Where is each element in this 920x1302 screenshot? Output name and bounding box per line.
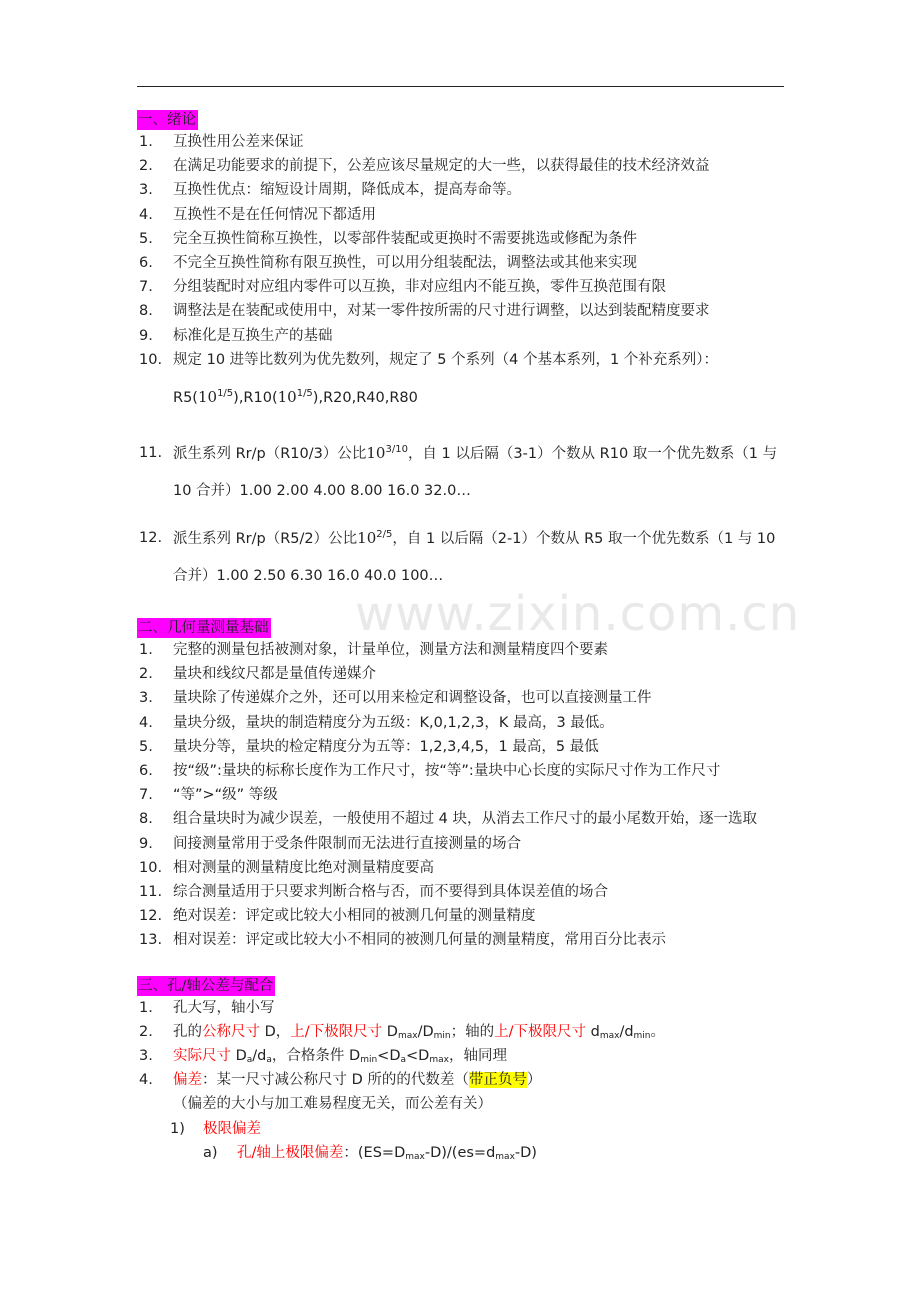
subscript: max: [405, 1151, 425, 1162]
item-text: ，合格条件 D: [271, 1048, 361, 1065]
item-text: 派生系列 Rr/p（R10/3）公比: [173, 446, 367, 463]
document-body: [137, 109, 784, 1165]
sub-sub-item: [137, 1141, 784, 1165]
item-number: 12.: [139, 908, 163, 925]
item-text: 量块和线纹尺都是量值传递媒介: [173, 666, 376, 683]
section-list: [137, 130, 784, 348]
term-red: 实际尺寸: [173, 1048, 231, 1065]
item-number: 3.: [139, 182, 153, 199]
note-content: （偏差的大小与加工难易程度无关，而公差有关）: [173, 1096, 492, 1113]
item-text: ，自 1 以后隔（2-1）个数从 R5 取一个优先数系（1 与 10 合并）1.00 2.50 6.30 16.0 40.0 100…: [173, 531, 776, 585]
item-number: a): [203, 1144, 218, 1161]
item-text: 完整的测量包括被测对象，计量单位，测量方法和测量精度四个要素: [173, 642, 608, 659]
math-base: 10: [366, 444, 386, 463]
sub-item: [137, 1117, 784, 1141]
item-number: 2.: [139, 1023, 153, 1040]
item-number: 11.: [139, 445, 163, 462]
item-text: 相对测量的测量精度比绝对测量精度要高: [173, 859, 434, 876]
item-number: 1): [170, 1120, 185, 1137]
section-heading: 二、几何量测量基础: [138, 620, 269, 637]
item-number: 1.: [139, 134, 153, 150]
item-text: D: [382, 1023, 398, 1040]
item-text: 不完全互换性简称有限互换性，可以用分组装配法，调整法或其他来实现: [173, 255, 637, 272]
item-text: 在满足功能要求的前提下，公差应该尽量规定的大一些，以获得最佳的技术经济效益: [173, 158, 710, 175]
item-text: d: [586, 1023, 600, 1040]
item-number: 7.: [139, 279, 153, 296]
list-item: [137, 662, 784, 686]
math-base: 10: [357, 529, 377, 548]
item-number: 11.: [139, 884, 163, 901]
item-text: <D: [406, 1048, 430, 1065]
note-text: [137, 1092, 784, 1116]
subscript: a: [246, 1055, 253, 1066]
item-text: 调整法是在装配或使用中，对某一零件按所需的尺寸进行调整，以达到装配精度要求: [173, 303, 710, 320]
item-text: 按“级”:量块的标称长度作为工作尺寸，按“等”:量块中心长度的实际尺寸作为工作尺寸: [173, 763, 721, 780]
section-tolerance: [137, 975, 784, 1165]
list-item: [137, 275, 784, 299]
item-number: 2.: [139, 666, 153, 683]
item-text: ),R20,R40,R80: [312, 390, 418, 407]
subscript: min: [433, 1030, 451, 1041]
subscript: a: [400, 1055, 407, 1066]
item-text: 间接测量常用于受条件限制而无法进行直接测量的场合: [173, 835, 521, 852]
section-intro: [137, 109, 784, 595]
highlight-text: 带正负号: [468, 1072, 527, 1089]
list-item: [137, 996, 784, 1020]
item-number: 10.: [139, 859, 163, 876]
item-text: 。: [650, 1023, 666, 1040]
list-item: [137, 638, 784, 662]
subscript: min: [633, 1030, 651, 1041]
item-number: 4.: [139, 714, 153, 731]
item-number: 2.: [139, 158, 153, 175]
list-item: [137, 856, 784, 880]
list-item: [137, 299, 784, 323]
item-text: ),R10(: [233, 390, 278, 407]
item-text: D: [231, 1048, 247, 1065]
item-text: 孔大写，轴小写: [173, 999, 275, 1016]
math-exponent: 2/5: [376, 529, 393, 541]
list-item: [137, 880, 784, 904]
math-exponent: 1/5: [296, 388, 313, 400]
item-number: 3.: [139, 690, 153, 707]
section-measurement: [137, 617, 784, 953]
item-number: 8.: [139, 303, 153, 320]
math-base: 10: [277, 388, 297, 407]
list-item-continued: [137, 372, 784, 423]
subscript: max: [495, 1151, 515, 1162]
item-text: /D: [417, 1023, 434, 1040]
item-number: 5.: [139, 738, 153, 755]
item-text: 互换性用公差来保证: [173, 134, 304, 150]
list-item: [137, 686, 784, 710]
item-text: 组合量块时为减少误差，一般使用不超过 4 块，从消去工作尺寸的最小尾数开始，逐一选取: [173, 811, 757, 828]
item-text: ；轴的: [450, 1023, 495, 1040]
term-red: 孔/轴上极限偏差: [237, 1144, 344, 1161]
subscript: min: [360, 1055, 378, 1066]
list-item: [137, 203, 784, 227]
item-text: 互换性不是在任何情况下都适用: [173, 206, 376, 223]
list-item: [137, 1068, 784, 1092]
item-number: 1.: [139, 642, 153, 659]
item-text: ）: [526, 1072, 542, 1089]
item-text: 派生系列 Rr/p（R5/2）公比: [173, 531, 358, 548]
item-text: 绝对误差：评定或比较大小相同的被测几何量的测量精度: [173, 908, 536, 925]
item-number: 8.: [139, 811, 153, 828]
list-item: [137, 735, 784, 759]
section-list: [137, 638, 784, 953]
item-number: 5.: [139, 230, 153, 247]
list-item: [137, 1044, 784, 1068]
item-text: <D: [377, 1048, 401, 1065]
list-item: [137, 711, 784, 735]
term-red: 上/下极限尺寸: [494, 1023, 586, 1040]
item-number: 7.: [139, 787, 153, 804]
list-item: [137, 178, 784, 202]
item-number: 4.: [139, 206, 153, 223]
list-item: [137, 904, 784, 928]
list-item: [137, 520, 784, 595]
section-heading: 一、绪论: [138, 112, 196, 128]
list-item: [137, 348, 784, 372]
item-text: 规定 10 进等比数列为优先数列，规定了 5 个系列（4 个基本系列，1 个补充系列）：: [173, 351, 719, 368]
list-item: [137, 928, 784, 952]
item-number: 6.: [139, 255, 153, 272]
item-text: 量块除了传递媒介之外，还可以用来检定和调整设备，也可以直接测量工件: [173, 690, 652, 707]
item-text: 孔的: [173, 1023, 202, 1040]
item-number: 12.: [139, 530, 163, 547]
item-text: /d: [619, 1023, 634, 1040]
term-red: 上/下极限尺寸: [290, 1023, 383, 1040]
item-text: 量块分级，量块的制造精度分为五级：K,0,1,2,3，K 最高，3 最低。: [173, 714, 614, 731]
item-text: “等”>“级” 等级: [173, 787, 278, 804]
top-rule: [137, 86, 784, 87]
item-text: ：(ES=D: [343, 1144, 406, 1161]
item-text: 标准化是互换生产的基础: [173, 327, 333, 344]
list-item: [137, 807, 784, 831]
item-text: 量块分等，量块的检定精度分为五等：1,2,3,4,5，1 最高，5 最低: [173, 738, 599, 755]
item-text: 分组装配时对应组内零件可以互换，非对应组内不能互换，零件互换范围有限: [173, 279, 666, 296]
item-text: -D)/(es=d: [424, 1144, 496, 1161]
list-item: [137, 1020, 784, 1044]
math-base: 10: [197, 388, 218, 407]
item-number: 13.: [139, 932, 163, 949]
list-item: [137, 130, 784, 154]
term-red: 公称尺寸: [202, 1023, 260, 1040]
item-number: 4.: [139, 1072, 153, 1089]
item-text: 综合测量适用于只要求判断合格与否，而不要得到具体误差值的场合: [173, 884, 608, 901]
item-text: ，轴同理: [448, 1048, 507, 1065]
item-number: 1.: [139, 999, 153, 1016]
subscript: a: [266, 1055, 272, 1066]
item-text: /d: [252, 1048, 267, 1065]
term-red: 偏差: [173, 1072, 202, 1089]
list-item: [137, 251, 784, 275]
item-text: 完全互换性简称互换性，以零部件装配或更换时不需要挑选或修配为条件: [173, 230, 637, 247]
list-item: [137, 759, 784, 783]
subscript: max: [599, 1030, 620, 1041]
list-item: [137, 324, 784, 348]
item-text: -D): [514, 1144, 537, 1161]
item-number: 6.: [139, 763, 153, 780]
item-text: 互换性优点：缩短设计周期，降低成本，提高寿命等。: [173, 182, 521, 199]
item-text: ：某一尺寸减公称尺寸 D 所的的代数差（: [202, 1072, 469, 1089]
item-text: ，自 1 以后隔（3-1）个数从 R10 取一个优先数系（1 与 10 合并）1.00 2.00 4.00 8.00 16.0 32.0…: [173, 446, 778, 500]
item-number: 3.: [139, 1048, 153, 1065]
list-item: [137, 227, 784, 251]
item-text: R5(: [173, 390, 198, 407]
watermark: www.zixin.com.cn: [355, 586, 801, 642]
term-red: 极限偏差: [203, 1120, 261, 1137]
section-heading: 三、孔/轴公差与配合: [138, 977, 274, 994]
list-item: [137, 435, 784, 510]
item-number: 9.: [139, 327, 153, 344]
list-item: [137, 154, 784, 178]
item-number: 9.: [139, 835, 153, 852]
item-text: 相对误差：评定或比较大小不相同的被测几何量的测量精度，常用百分比表示: [173, 932, 666, 949]
subscript: max: [397, 1030, 418, 1041]
list-item: [137, 832, 784, 856]
item-number: 10.: [139, 351, 163, 368]
list-item: [137, 783, 784, 807]
math-exponent: 3/10: [385, 444, 408, 456]
item-text: D，: [260, 1023, 291, 1040]
math-exponent: 1/5: [217, 388, 234, 400]
subscript: max: [429, 1055, 449, 1066]
